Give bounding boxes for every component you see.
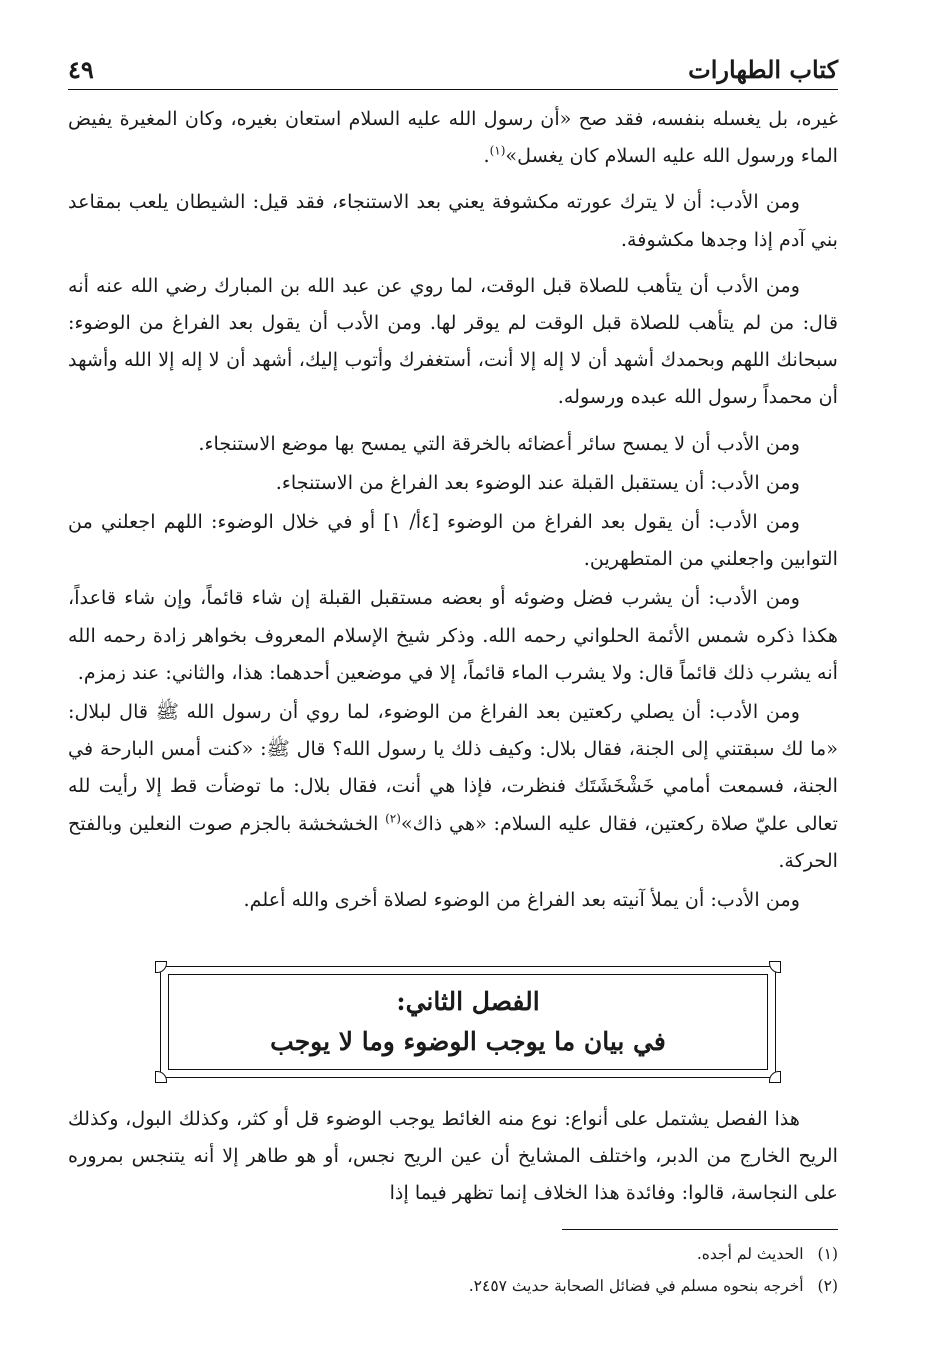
section-heading: [168, 974, 768, 1070]
frame-corner-ornament: [155, 1071, 167, 1083]
paragraph: هذا الفصل يشتمل على أنواع: نوع منه الغائط يوجب الوضوء قل أو كثر، وكذلك البول، وكذلك الريح الخارج من الدبر، واختلف المشايخ أن عين الريح نجس، أو هو طاهر إلا أنه يتنجس بمروره على النجاسة، قالوا: وفائدة هذا الخلاف إنما تظهر فيما إذا: [68, 1107, 838, 1205]
footnote-number: (٢): [817, 1277, 838, 1295]
footnote-ref: (٢): [385, 811, 401, 826]
paragraph: ومن الأدب: أن يملأ آنيته بعد الفراغ من الوضوء لصلاة أخرى والله أعلم.: [243, 888, 800, 912]
paragraph: ومن الأدب أن لا يمسح سائر أعضائه بالخرقة التي يمسح بها موضع الاستنجاء.: [198, 431, 800, 455]
section-text: [68, 1100, 838, 1212]
main-text: [68, 100, 838, 920]
paragraph: غيره، بل يغسله بنفسه، فقد صح «أن رسول الله عليه السلام استعان بغيره، وكان المغيرة يفيض الماء ورسول الله عليه السلام كان يغسل»$^{(١)}$.: [68, 107, 838, 168]
footnote: [68, 1270, 838, 1302]
paragraph: ومن الأدب: أن يصلي ركعتين بعد الفراغ من الوضوء، لما روي أن رسول الله ﷺ قال لبلال: «ما لك سبقتني إلى الجنة، فقال بلال: وكيف ذلك يا رسول الله؟ قال ﷺ: «كنت أمس البارحة في الجنة، فسمعت أمامي خَشْخَشَتَك فنظرت، فإذا هي أنت، فقال بلال: ما توضأت قط إلا رأيت لله تعالى عليّ صلاة ركعتين، فقال عليه السلام: «هي ذاك»$^{(٢)}$ الخشخشة بالجزم صوت النعلين وبالفتح الحركة.: [68, 700, 838, 872]
header-rule: [68, 89, 838, 90]
paragraph: ومن الأدب أن يتأهب للصلاة قبل الوقت، لما روي عن عبد الله بن المبارك رضي الله عنه أنه قال: من لم يتأهب للصلاة قبل الوقت لم يوقر لها. ومن الأدب أن يقول بعد الفراغ من الوضوء: سبحانك اللهم وبحمدك أشهد أن لا إله إلا أنت، أستغفرك وأتوب إليك، أشهد أن لا إله إلا الله وأشهد أن محمداً رسول الله عبده ورسوله.: [68, 273, 838, 409]
footnote-ref: (١): [489, 143, 506, 158]
chapter-title: الفصل الثاني:: [396, 987, 540, 1016]
footnote-text: الحديث لم أجده.: [696, 1245, 804, 1263]
frame-corner-ornament: [155, 961, 167, 973]
footnote-number: (١): [817, 1245, 838, 1263]
running-title: كتاب الطهارات: [688, 54, 838, 84]
page-header: [68, 52, 838, 86]
footnote: [68, 1238, 838, 1270]
frame-corner-ornament: [769, 961, 781, 973]
page-number: ٤٩: [68, 54, 94, 84]
paragraph: ومن الأدب: أن يستقبل القبلة عند الوضوء بعد الفراغ من الاستنجاء.: [275, 470, 800, 494]
footnote-separator: [562, 1229, 838, 1230]
footnote-text: أخرجه بنحوه مسلم في فضائل الصحابة حديث ٢٤٥٧.: [468, 1277, 804, 1295]
section-heading-frame: [160, 966, 776, 1078]
paragraph: ومن الأدب: أن لا يترك عورته مكشوفة يعني بعد الاستنجاء، فقد قيل: الشيطان يلعب بمقاعد بني آدم إذا وجدها مكشوفة.: [68, 190, 838, 251]
footnotes: [68, 1238, 838, 1302]
chapter-subtitle: في بيان ما يوجب الوضوء وما لا يوجب: [270, 1027, 666, 1056]
paragraph: ومن الأدب: أن يشرب فضل وضوئه أو بعضه مستقبل القبلة إن شاء قائماً، وإن شاء قاعداً، هكذا ذكره شمس الأئمة الحلواني رحمه الله. وذكر شيخ الإسلام المعروف بخواهر زادة رحمه الله أنه يشرب ذلك قائماً قال: ولا يشرب الماء قائماً، إلا في موضعين أحدهما: هذا، والثاني: عند زمزم.: [68, 586, 838, 684]
frame-corner-ornament: [769, 1071, 781, 1083]
paragraph: ومن الأدب: أن يقول بعد الفراغ من الوضوء [٤أ/ ١] أو في خلال الوضوء: اللهم اجعلني من التوابين واجعلني من المتطهرين.: [68, 510, 838, 571]
